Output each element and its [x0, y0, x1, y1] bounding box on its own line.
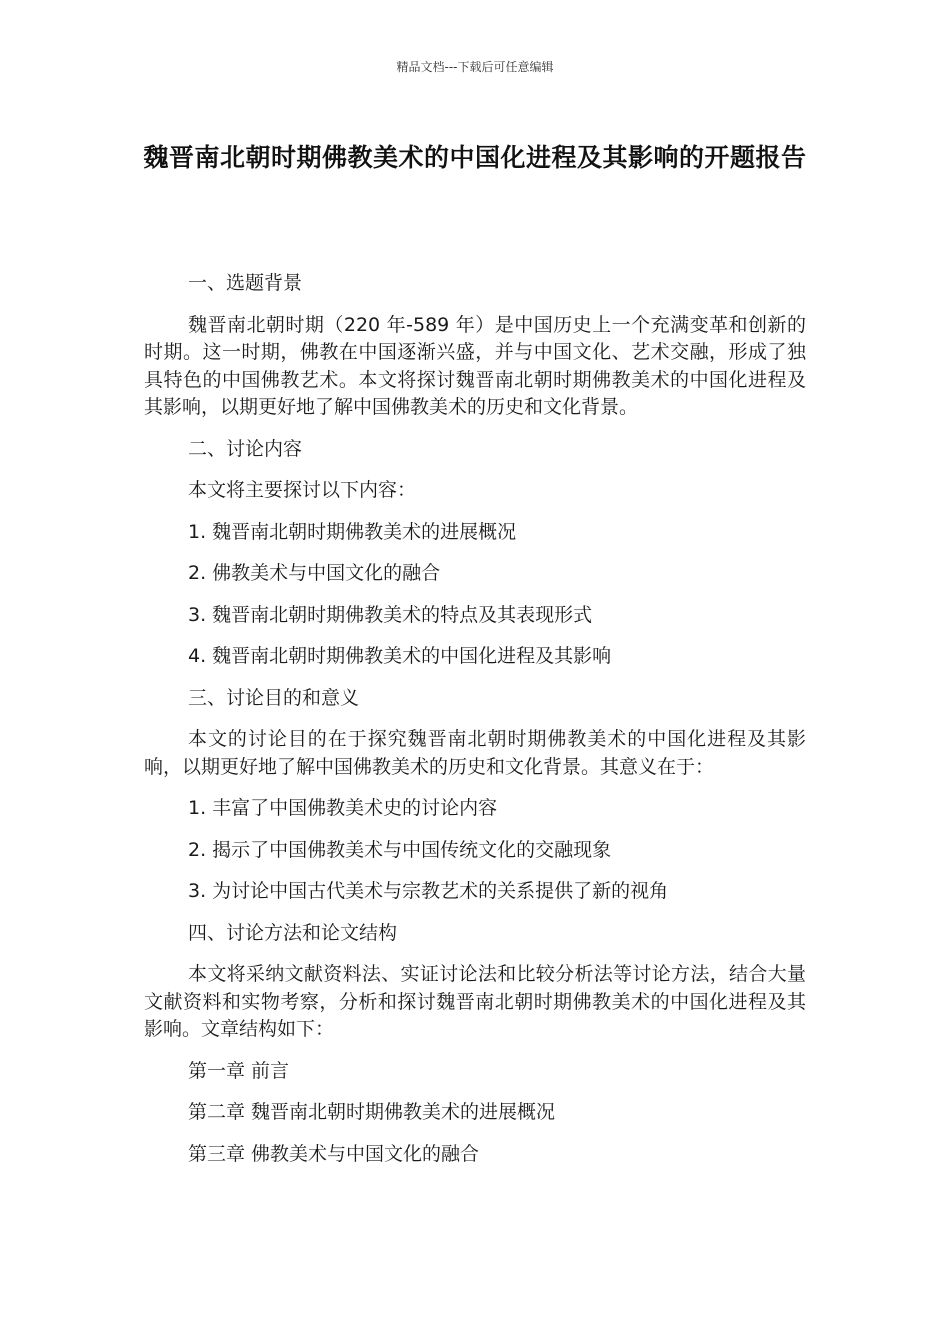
section-heading-background: 一、选题背景 — [188, 272, 303, 294]
list-item: 4. 魏晋南北朝时期佛教美术的中国化进程及其影响 — [188, 645, 612, 667]
list-item: 3. 为讨论中国古代美术与宗教艺术的关系提供了新的视角 — [188, 880, 669, 902]
list-item: 3. 魏晋南北朝时期佛教美术的特点及其表现形式 — [188, 603, 593, 626]
list-item: 2. 佛教美术与中国文化的融合 — [188, 562, 441, 584]
section-heading-method: 四、讨论方法和论文结构 — [188, 921, 398, 944]
paragraph-method: 本文将采纳文献资料法、实证讨论法和比较分析法等讨论方法，结合大量文献资料和实物考察，分析和探讨魏晋南北朝时期佛教美术的中国化进程及其影响。文章结构如下： — [144, 963, 806, 1040]
document-body — [144, 270, 806, 1182]
list-item: 1. 魏晋南北朝时期佛教美术的进展概况 — [188, 520, 517, 543]
section-heading-purpose: 三、讨论目的和意义 — [188, 686, 360, 709]
paragraph-content-intro: 本文将主要探讨以下内容： — [188, 479, 417, 501]
paragraph-background: 魏晋南北朝时期（220 年-589 年）是中国历史上一个充满变革和创新的时期。这一时期，佛教在中国逐渐兴盛，并与中国文化、艺术交融，形成了独具特色的中国佛教艺术。本文将探讨魏晋南北朝时期佛教美术的中国化进程及其影响，以期更好地了解中国佛教美术的历史和文化背景。 — [144, 313, 806, 418]
list-item: 2. 揭示了中国佛教美术与中国传统文化的交融现象 — [188, 838, 612, 861]
section-heading-content: 二、讨论内容 — [188, 437, 303, 460]
chapter-item: 第三章 佛教美术与中国文化的融合 — [188, 1142, 480, 1165]
chapter-item: 第一章 前言 — [188, 1059, 290, 1082]
paragraph-purpose: 本文的讨论目的在于探究魏晋南北朝时期佛教美术的中国化进程及其影响，以期更好地了解中国佛教美术的历史和文化背景。其意义在于： — [144, 728, 806, 778]
header-note: 精品文档---下载后可任意编辑 — [396, 60, 554, 74]
list-item: 1. 丰富了中国佛教美术史的讨论内容 — [188, 797, 498, 819]
document-title: 魏晋南北朝时期佛教美术的中国化进程及其影响的开题报告 — [143, 143, 807, 172]
chapter-item: 第二章 魏晋南北朝时期佛教美术的进展概况 — [188, 1101, 556, 1123]
